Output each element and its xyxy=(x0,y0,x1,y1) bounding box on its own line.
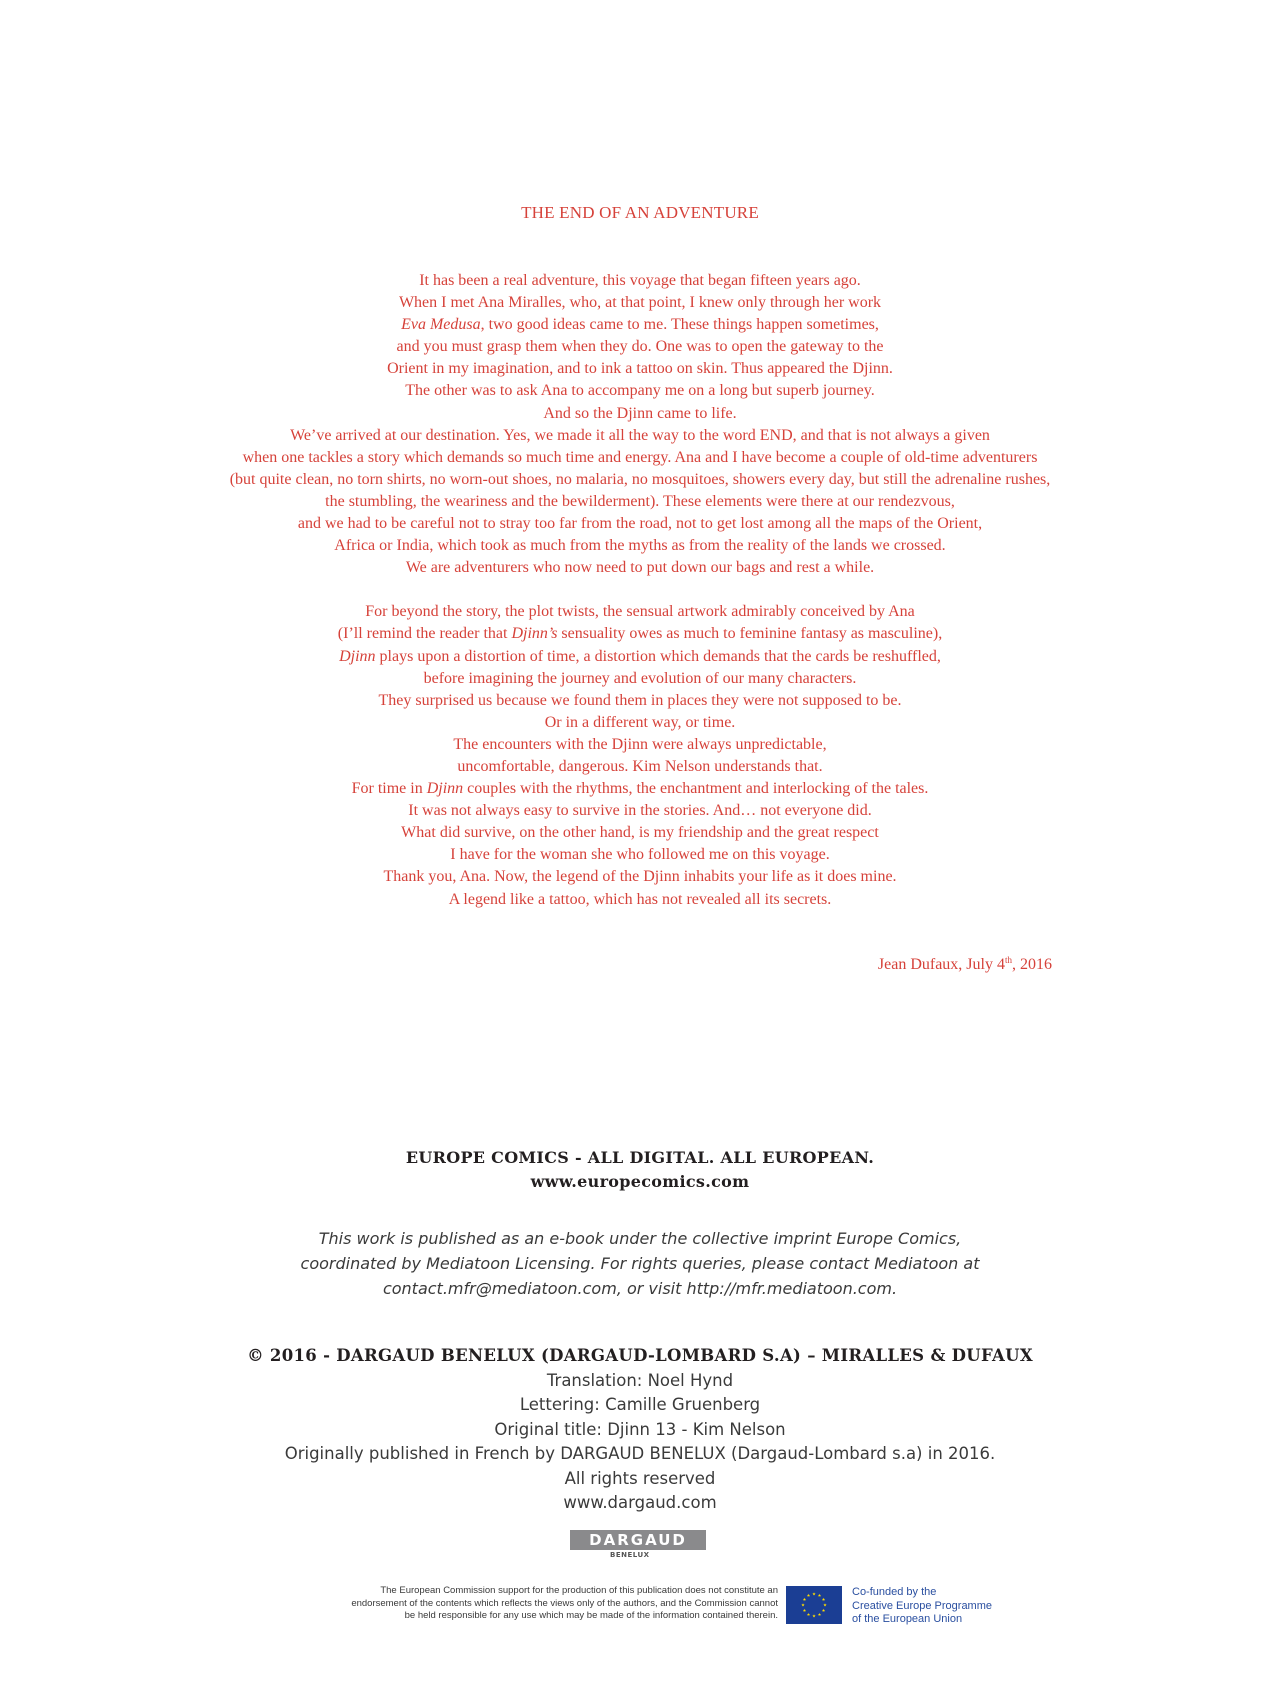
essay-line: I have for the woman she who followed me on this voyage. xyxy=(450,846,830,864)
eu-star-icon xyxy=(803,1598,806,1601)
essay-line: It was not always easy to survive in the stories. And… not everyone did. xyxy=(408,802,872,820)
italic-title-djinn: Djinn xyxy=(426,780,464,798)
notice-line: contact.mfr@mediatoon.com, or visit http://mfr.mediatoon.com. xyxy=(382,1279,898,1298)
essay-title: THE END OF AN ADVENTURE xyxy=(521,203,759,222)
eu-disclaimer xyxy=(200,1585,778,1623)
italic-title-eva-medusa: Eva Medusa xyxy=(401,316,481,334)
essay-line: The encounters with the Djinn were always unpredictable, xyxy=(453,735,827,753)
essay-line: For beyond the story, the plot twists, the sensual artwork admirably conceived by Ana xyxy=(365,603,915,621)
italic-title-djinn: Djinn xyxy=(339,647,376,665)
essay-line: Or in a different way, or time. xyxy=(544,713,736,731)
essay-line: (but quite clean, no torn shirts, no worn-out shoes, no malaria, no mosquitoes, showers every day, but still the adrenaline rushes, xyxy=(229,470,1051,488)
essay-line: We’ve arrived at our destination. Yes, we made it all the way to the word END, and that is not always a given xyxy=(290,426,990,444)
essay-line: For time in Djinn couples with the rhythms, the enchantment and interlocking of the tales. xyxy=(351,780,929,798)
credit-translation: Translation: Noel Hynd xyxy=(546,1370,734,1390)
copyright-credits xyxy=(0,1344,1280,1516)
credit-lettering: Lettering: Camille Gruenberg xyxy=(519,1395,761,1414)
publisher-heading-block xyxy=(0,1146,1280,1194)
essay-line: And so the Djinn came to life. xyxy=(543,404,737,422)
essay-line: They surprised us because we found them in places they were not supposed to be. xyxy=(378,691,902,709)
publisher-tagline: EUROPE COMICS - ALL DIGITAL. ALL EUROPEAN. xyxy=(405,1148,875,1167)
eu-star-icon xyxy=(822,1609,825,1612)
cofunded-line: Co-funded by the xyxy=(852,1586,937,1598)
dargaud-logo xyxy=(570,1530,706,1568)
disclaimer-line: be held responsible for any use which may be made of the information contained therein. xyxy=(404,1610,778,1621)
eu-star-icon xyxy=(818,1613,821,1616)
author-signature: Jean Dufaux, July 4th, 2016 xyxy=(877,955,1052,973)
essay-line: the stumbling, the weariness and the bewilderment). These elements were there at our rendezvous, xyxy=(325,492,955,510)
eu-star-icon xyxy=(807,1594,810,1597)
essay-line: The other was to ask Ana to accompany me on a long but superb journey. xyxy=(405,382,875,400)
dargaud-logo-wordmark: DARGAUD xyxy=(570,1530,706,1550)
copyright-line: © 2016 - DARGAUD BENELUX (DARGAUD-LOMBARD S.A) – MIRALLES & DUFAUX xyxy=(247,1346,1033,1365)
essay-line: and we had to be careful not to stray too far from the road, not to get lost among all the maps of the Orient, xyxy=(297,515,983,533)
eu-flag-stars xyxy=(786,1586,842,1624)
essay-line: When I met Ana Miralles, who, at that point, I knew only through her work xyxy=(398,294,882,312)
eu-star-icon xyxy=(807,1613,810,1616)
publisher-website-link[interactable]: www.europecomics.com xyxy=(530,1172,750,1191)
essay-line: uncomfortable, dangerous. Kim Nelson understands that. xyxy=(457,757,823,775)
essay-line: Djinn plays upon a distortion of time, a distortion which demands that the cards be reshuffled, xyxy=(339,647,941,665)
eu-star-icon xyxy=(823,1603,826,1606)
eu-cofunded-label xyxy=(852,1586,992,1627)
publisher-notice xyxy=(0,1226,1280,1301)
disclaimer-line: endorsement of the contents which reflects the views only of the authors, and the Commission cannot xyxy=(351,1597,778,1609)
essay-line: Eva Medusa, two good ideas came to me. These things happen sometimes, xyxy=(401,316,879,334)
paragraph-gap xyxy=(0,579,1280,601)
notice-line: coordinated by Mediatoon Licensing. For rights queries, please contact Mediatoon at xyxy=(300,1254,980,1273)
dargaud-website-link[interactable]: www.dargaud.com xyxy=(563,1493,717,1512)
credit-original-title: Original title: Djinn 13 - Kim Nelson xyxy=(494,1419,786,1439)
essay-line: It has been a real adventure, this voyage that began fifteen years ago. xyxy=(419,272,861,289)
italic-title-djinns: Djinn’s xyxy=(511,625,558,643)
eu-star-icon xyxy=(803,1609,806,1612)
eu-star-icon xyxy=(812,1614,815,1617)
essay-line: Africa or India, which took as much from the myths as from the reality of the lands we crossed. xyxy=(334,537,946,555)
eu-star-icon xyxy=(801,1603,804,1606)
credit-rights: All rights reserved xyxy=(564,1468,716,1488)
eu-star-icon xyxy=(818,1594,821,1597)
cofunded-line: Creative Europe Programme xyxy=(852,1599,993,1612)
essay-line: before imagining the journey and evolution of our many characters. xyxy=(423,669,857,687)
essay-line: A legend like a tattoo, which has not revealed all its secrets. xyxy=(448,890,832,908)
eu-flag-icon xyxy=(786,1586,842,1624)
credit-original-publisher: Originally published in French by DARGAUD BENELUX (Dargaud-Lombard s.a) in 2016. xyxy=(284,1444,996,1463)
eu-star-icon xyxy=(812,1592,815,1595)
essay-line: We are adventurers who now need to put down our bags and rest a while. xyxy=(405,559,875,577)
disclaimer-line: The European Commission support for the production of this publication does not constitute an xyxy=(380,1585,778,1596)
essay-line: and you must grasp them when they do. One was to open the gateway to the xyxy=(396,338,884,356)
eu-star-icon xyxy=(822,1598,825,1601)
notice-line: This work is published as an e-book under the collective imprint Europe Comics, xyxy=(318,1229,962,1248)
essay-line: when one tackles a story which demands so much time and energy. Ana and I have become a couple of old-time adventurers xyxy=(242,448,1038,466)
cofunded-line: of the European Union xyxy=(852,1613,963,1625)
essay-line: Orient in my imagination, and to ink a tattoo on skin. Thus appeared the Djinn. xyxy=(387,360,893,378)
essay-line: Thank you, Ana. Now, the legend of the Djinn inhabits your life as it does mine. xyxy=(383,868,897,886)
dargaud-logo-sub: BENELUX xyxy=(610,1551,650,1559)
essay-line: (I’ll remind the reader that Djinn’s sensuality owes as much to feminine fantasy as masculine), xyxy=(337,625,943,643)
essay-line: What did survive, on the other hand, is my friendship and the great respect xyxy=(401,824,879,842)
essay-body xyxy=(0,270,1280,911)
